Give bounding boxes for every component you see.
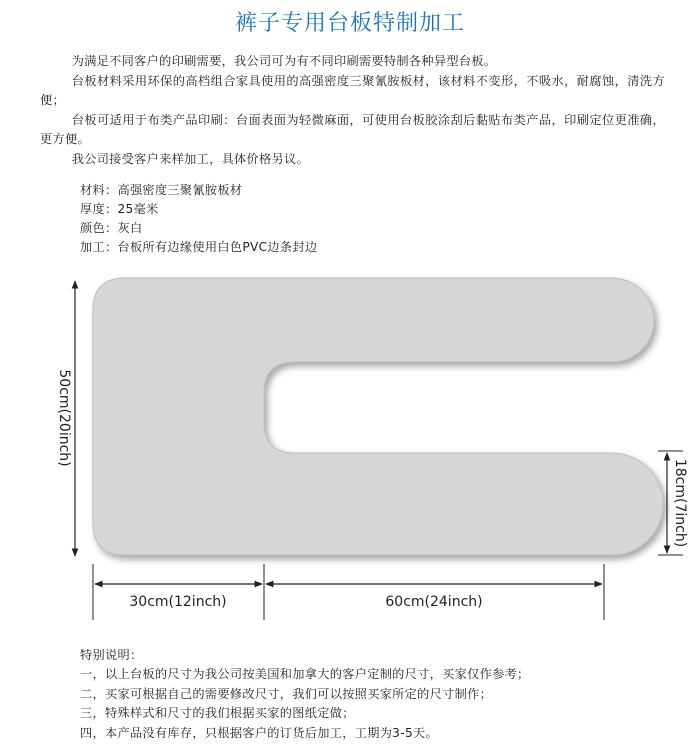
special-notes xyxy=(80,646,530,744)
note-item: 三，特殊样式和尺寸的我们根据买家的图纸定做； xyxy=(80,706,355,721)
note-item: 四，本产品没有库存，只根据客户的订货后加工，工期为3-5天。 xyxy=(80,726,438,741)
width-dimensions xyxy=(93,564,604,620)
height-dimension xyxy=(56,281,75,556)
page-title: 裤子专用台板特制加工 xyxy=(234,11,465,36)
pants-board-shape xyxy=(93,278,663,555)
leg-width-label: 18cm(7inch) xyxy=(672,458,688,548)
spec-processing: 加工：台板所有边缘使用白色PVC边条封边 xyxy=(80,240,318,254)
slot-length-label: 60cm(24inch) xyxy=(385,594,483,610)
spec-color: 颜色：灰白 xyxy=(80,221,143,235)
height-label: 50cm(20inch) xyxy=(56,369,72,467)
intro-paragraph: 台板可适用于布类产品印刷：台面表面为轻微麻面，可使用台板胶涂刮后黏贴布类产品，印刷定位更准确，更方便。 xyxy=(40,112,665,146)
notes-heading: 特别说明： xyxy=(80,648,143,662)
intro-paragraph: 为满足不同客户的印刷需要，我公司可为有不同印刷需要特制各种异型台板。 xyxy=(71,54,497,68)
note-item: 一，以上台板的尺寸为我公司按美国和加拿大的客户定制的尺寸，买家仅作参考； xyxy=(80,667,530,681)
spec-material: 材料：高强密度三聚氰胺板材 xyxy=(80,183,243,197)
intro-paragraph: 台板材料采用环保的高档组合家具使用的高强密度三聚氰胺板材，该材料不变形，不吸水，耐腐蚀，清洗方便； xyxy=(40,73,665,107)
note-item: 二，买家可根据自己的需要修改尺寸，我们可以按照买家所定的尺寸制作； xyxy=(80,686,493,701)
intro-paragraph: 我公司接受客户来样加工，具体价格另议。 xyxy=(71,151,309,166)
spec-thickness: 厚度：25毫米 xyxy=(80,202,159,216)
left-width-label: 30cm(12inch) xyxy=(129,594,227,610)
